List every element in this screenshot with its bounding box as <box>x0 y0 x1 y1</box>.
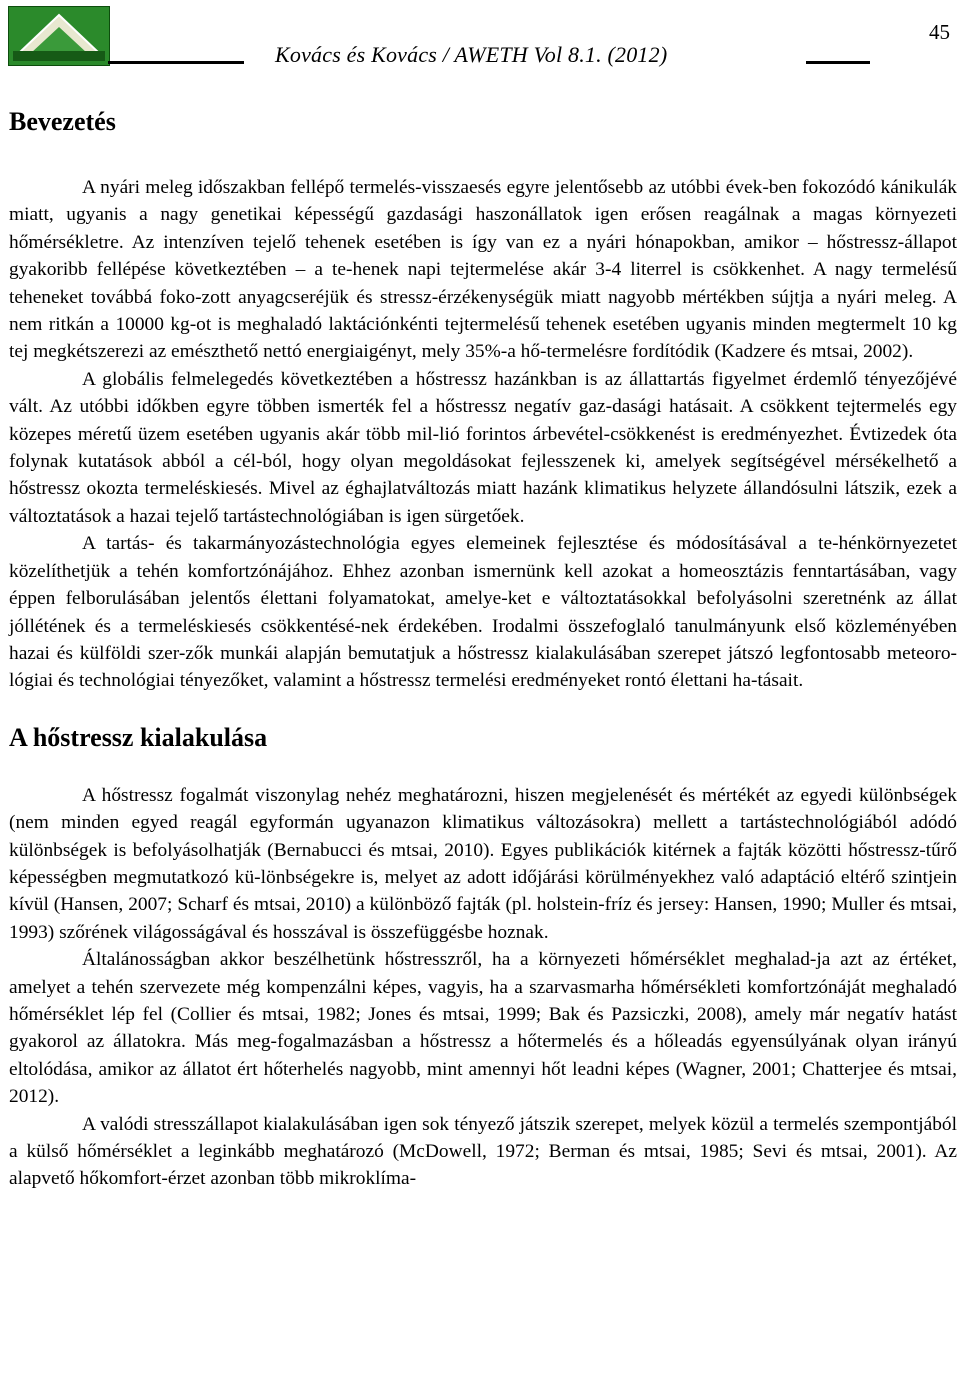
paragraph: A globális felmelegedés következtében a hőstressz hazánkban is az állattartás figyelmet érdemlő tényezőjévé vált. Az utóbbi időkben egyre többen ismerték fel a hőstressz negatív gaz-dasági hatásait. A csökkent tejtermelés egy közepes méretű üzem esetében ugyanis akár több mil-lió forintos árbevétel-csökkenést is eredményezhet. Évtizedek óta folynak kutatások abból a cél-ból, hogy olyan megoldásokat fejlesszenek ki, amelyek segítségével mérsékelhető a hőstressz okozta termeléskiesés. Mivel az éghajlatváltozás miatt hazánk klimatikus helyzete állandósulni látszik, ezek a változtatások a hazai tejelő tartástechnológiában is igen sürgetőek. <box>9 368 957 527</box>
header-rule-right <box>806 61 870 64</box>
section-heading: A hőstressz kialakulása <box>9 722 268 752</box>
paragraph: A tartás- és takarmányozástechnológia egyes elemeinek fejlesztése és módosításával a te-hénkörnyezetet közelíthetjük a tehén komfortzónájához. Ehhez azonban ismernünk kell azokat a homeosztázis fenntartásában, vagy éppen felborulásában jelentős élettani folyamatokat, amelye-ket e változtatásokkal befolyásolni szeretnénk az állat jóllétének és a termeléskiesés csökkentésé-nek érdekében. Irodalmi összefoglaló tanulmányunk első közleményében hazai és külföldi szer-zők munkái alapján bemutatjuk a hőstressz kialakulásában szerepet játszó legfontosabb meteoro-lógiai és technológiai tényezőket, valamint a hőstressz termelési eredményeket rontó élettani ha-tásait. <box>9 533 957 692</box>
header-rule-left <box>108 61 244 64</box>
section-heading: Bevezetés <box>9 107 116 136</box>
running-title: Kovács és Kovács / AWETH Vol 8.1. (2012) <box>275 42 668 67</box>
page-number: 45 <box>929 20 950 44</box>
article-body <box>9 106 957 1193</box>
paragraph: A hőstressz fogalmát viszonylag nehéz meghatározni, hiszen megjelenését és mértékét az egyedi különbségek (nem minden egyed reagál egyformán ugyanazon klimatikus változásokra) mellett a tartástechnológiából adódó különbségek is befolyásolhatják (Bernabucci és mtsai, 2010). Egyes publikációk kitérnek a fajták közötti hőstressz-tűrő képességben megmutatkozó kü-lönbségekre is, melyet az adott időjárási körülményekhez való adaptáció eltérő szintjein kívül (Hansen, 2007; Scharf és mtsai, 2010) a különböző fajták (pl. holstein-fríz és jersey: Hansen, 1990; Muller és mtsai, 1993) szőrének világosságával és hosszával is összefüggésbe hoznak. <box>9 784 957 943</box>
paragraph: A nyári meleg időszakban fellépő termelés-visszaesés egyre jelentősebb az utóbbi évek-ben fokozódó kánikulák miatt, ugyanis a nagy genetikai képességű gazdasági haszonállatok igen erősen reagálnak a magas környezeti hőmérsékletre. Az intenzíven tejelő tehenek esetében is így van ez a nyári hónapokban, amikor – hőstressz-állapot gyakoribb fellépése következtében – a te-henek napi tejtermelése akár 3-4 literrel is csökkenhet. A nagy termelésű teheneket továbbá foko-zott anyagcseréjük és stressz-érzékenységük miatt nagyobb mértékben sújtja a nyári meleg. A nem ritkán a 10000 kg-ot is meghaladó laktációnkénti tejtermelésű tehenek esetében ugyanis minden megtermelt 10 kg tej megkétszerezi az emészthető nettó energiaigényt, mely 35%-a hő-termelésre fordítódik (Kadzere és mtsai, 2002). <box>9 177 957 363</box>
paragraph: Általánosságban akkor beszélhetünk hőstresszről, ha a környezeti hőmérséklet meghalad-ja azt az értéket, amelyet a tehén szervezete még kompenzálni képes, vagyis, ha a szarvasmarha hőmérsékleti komfortzónáját meghaladó hőmérséklet lép fel (Collier és mtsai, 1982; Jones és mtsai, 1999; Bak és Pazsiczki, 2008), amely már negatív hatást gyakorol az állatokra. Más meg-fogalmazásban a hőstressz a hőtermelés és a hőleadás egyensúlyának olyan irányú eltolódása, amikor az állatot ért hőterhelés nagyobb, mint amennyi hőt leadni képes (Wagner, 2001; Chatterjee és mtsai, 2012). <box>9 949 957 1108</box>
journal-logo <box>8 6 110 66</box>
logo-emblem-icon <box>9 7 109 65</box>
paragraph: A valódi stresszállapot kialakulásában igen sok tényező játszik szerepet, melyek közül a termelés szempontjából a külső hőmérséklet a leginkább meghatározó (McDowell, 1972; Berman és mtsai, 1985; Sevi és mtsai, 2001). Az alapvető hőkomfort-érzet azonban több mikroklíma- <box>9 1113 957 1190</box>
